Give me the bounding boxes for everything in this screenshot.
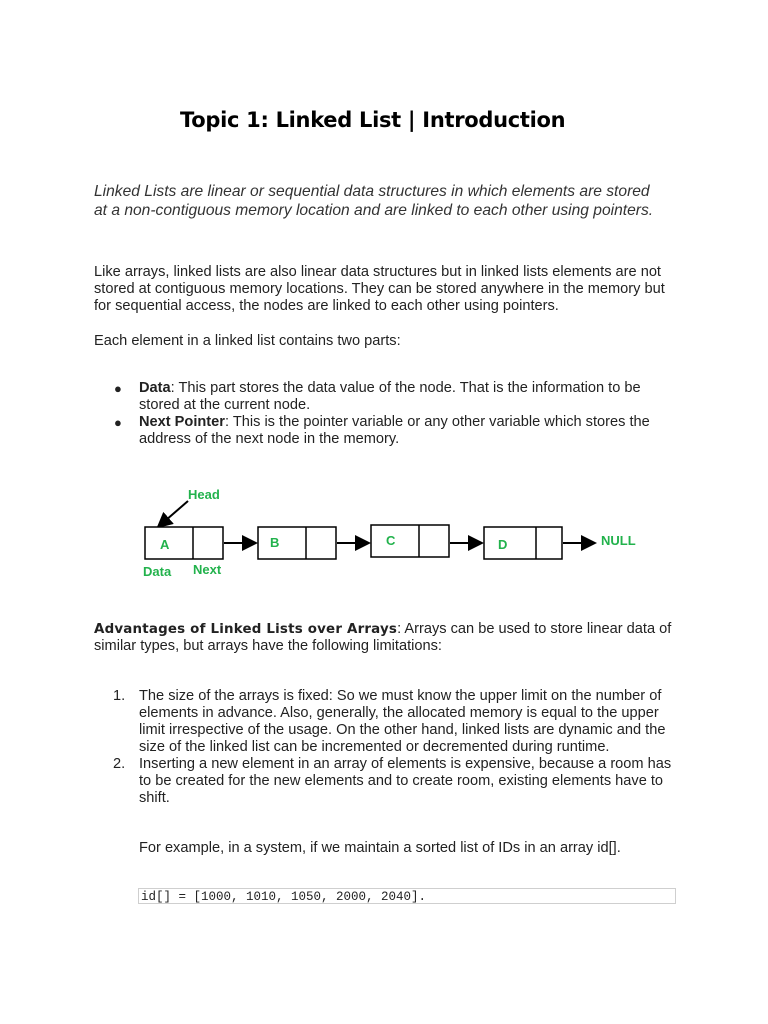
limitations-list (94, 688, 684, 807)
list-item (94, 380, 684, 414)
node-b (258, 527, 336, 559)
advantages-text: : Arrays can be used to store linear data of similar types, but arrays have the following limitations: (94, 621, 672, 654)
node-label: B (270, 535, 280, 550)
head-label: Head (188, 487, 220, 502)
next-label: Next (193, 562, 222, 577)
null-label: NULL (601, 533, 636, 548)
list-text: Inserting a new element in an array of elements is expensive, because a room has to be created for the new elements and to create room, existing elements have to shift. (139, 756, 672, 806)
advantages-heading: Advantages of Linked Lists over Arrays (94, 622, 398, 637)
bullet-icon: ● (114, 381, 122, 396)
list-text: The size of the arrays is fixed: So we must know the upper limit on the number of elements in advance. Also, generally, the allocated memory is equal to the upper limit irrespective of the usage. On the other hand, linked lists are dynamic and the size of the linked list can be incremented or decremented during runtime. (139, 688, 666, 755)
example-text: For example, in a system, if we maintain a sorted list of IDs in an array id[]. (139, 840, 621, 856)
node-a (145, 527, 223, 559)
list-item (94, 756, 684, 807)
advantages-paragraph (94, 621, 684, 655)
node-d (484, 527, 562, 559)
intro-paragraph: Linked Lists are linear or sequential data structures in which elements are stored at a non-contiguous memory location and are linked to each other using pointers. (94, 183, 654, 219)
bullet-term: Next Pointer (139, 414, 225, 430)
data-label: Data (143, 564, 172, 579)
list-item (94, 414, 684, 448)
linked-list-diagram (140, 485, 680, 585)
page-title: Topic 1: Linked List | Introduction (180, 108, 566, 132)
list-item (94, 688, 684, 756)
body-paragraph-2: Each element in a linked list contains two parts: (94, 333, 401, 349)
node-label: A (160, 537, 170, 552)
bullet-text: : This part stores the data value of the node. That is the information to be stored at the current node. (139, 380, 641, 413)
bullet-text: : This is the pointer variable or any other variable which stores the address of the next node in the memory. (139, 414, 650, 447)
list-number: 2. (113, 756, 126, 772)
node-c (371, 525, 449, 557)
parts-list (94, 380, 684, 448)
list-number: 1. (113, 688, 126, 704)
bullet-icon: ● (114, 415, 122, 430)
code-block: id[] = [1000, 1010, 1050, 2000, 2040]. (138, 888, 676, 904)
head-arrow (158, 501, 188, 527)
node-label: D (498, 537, 508, 552)
bullet-term: Data (139, 380, 171, 396)
body-paragraph-1: Like arrays, linked lists are also linear data structures but in linked lists elements are not stored at contiguous memory locations. They can be stored anywhere in the memory but for sequential access, the nodes are linked to each other using pointers. (94, 264, 665, 314)
node-label: C (386, 533, 396, 548)
